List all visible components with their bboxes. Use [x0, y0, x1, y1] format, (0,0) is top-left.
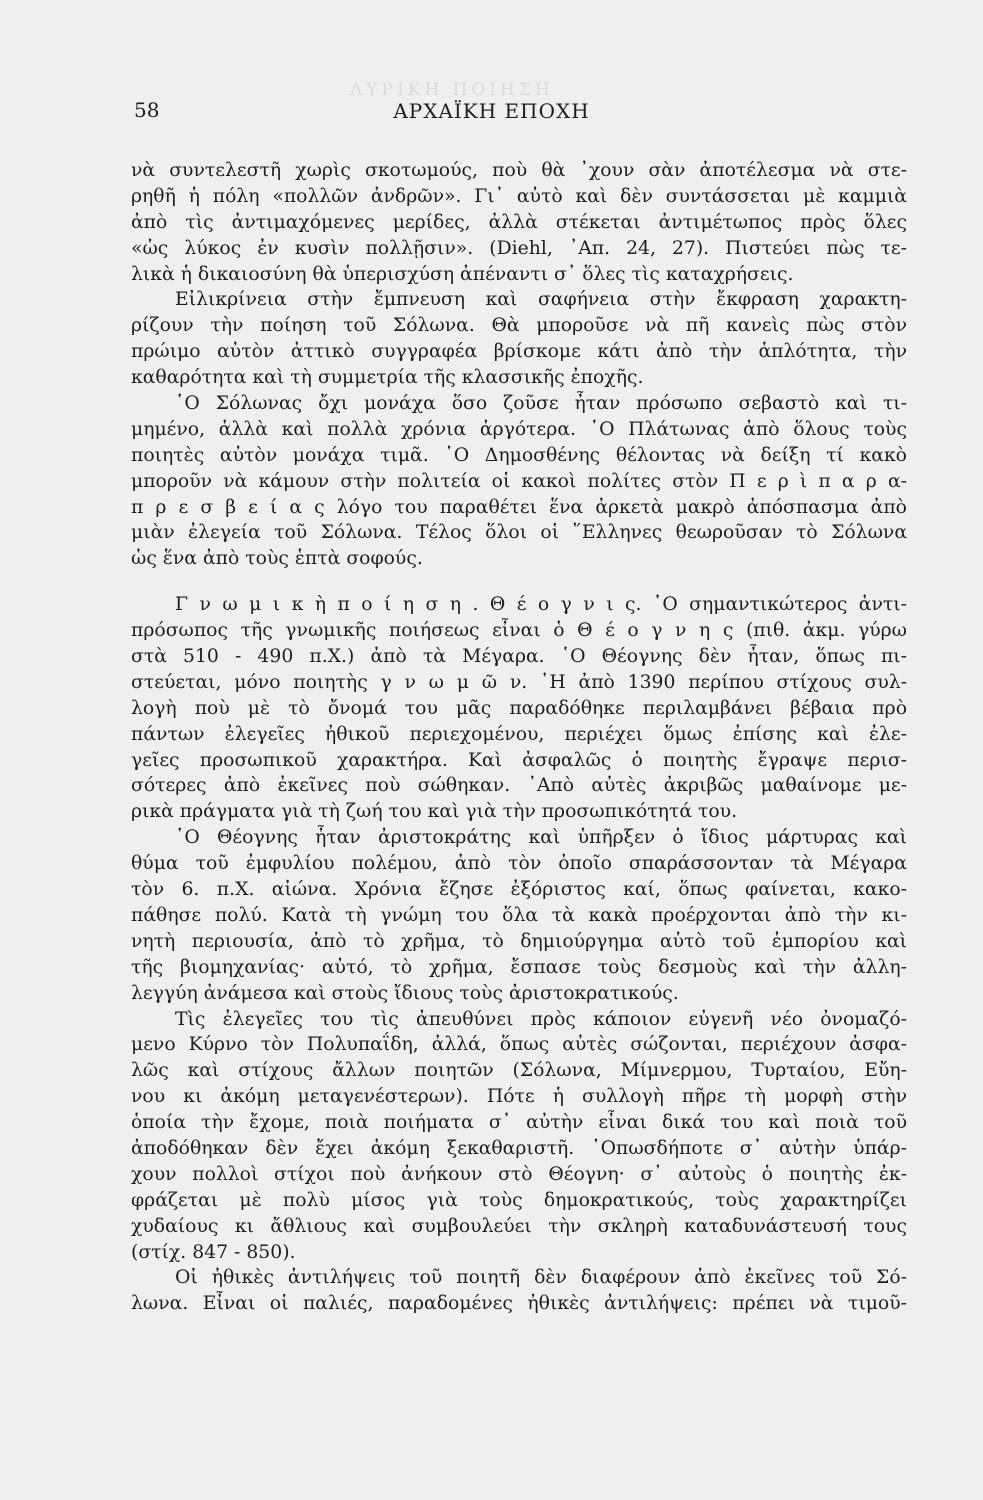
- text-line: ῾Ο Θέογνης ἦταν ἀριστοκράτης καὶ ὑπῆρξεν ὁ ἴδιος μάρτυρας καὶ: [175, 827, 907, 849]
- text-line: Εἰλικρίνεια στὴν ἔμπνευση καὶ σαφήνεια στὴν ἔκφραση χαρακτη-: [175, 289, 907, 311]
- text-line: Οἱ ἠθικὲς ἀντιλήψεις τοῦ ποιητῆ δὲν διαφέρουν ἀπὸ ἐκεῖνες τοῦ Σό-: [175, 1267, 907, 1289]
- text-line: πρόσωπος τῆς γνωμικῆς ποιήσεως εἶναι ὁ Θ έ ο γ ν η ς (πιθ. ἀκμ. γύρω: [131, 620, 907, 642]
- text-line: ρικὰ πράγματα γιὰ τὴ ζωή του καὶ γιὰ τὴν προσωπικότητά του.: [131, 801, 738, 823]
- bleed-through-title: ΛΥΡΙΚΗ ΠΟΙΗΣΗ: [350, 80, 554, 100]
- section-heading-line: Γ ν ω μ ι κ ὴ π ο ί η σ η . Θ έ ο γ ν ι ς. ῾Ο σημαντικώτερος ἀντι-: [175, 594, 907, 616]
- text-line: νητὴ περιουσία, ἀπὸ τὸ χρῆμα, τὸ δημιούργημα αὐτὸ τοῦ ἐμπορίου καὶ: [131, 930, 907, 952]
- text-line: ἀπὸ τὶς ἀντιμαχόμενες μερίδες, ἀλλὰ στέκεται ἀντιμέτωπος πρὸς ὅλες: [131, 211, 907, 233]
- text-line: λικὰ ἡ δικαιοσύνη θὰ ὑπερισχύση ἀπέναντι σ᾿ ὅλες τὶς καταχρήσεις.: [131, 263, 794, 285]
- text-line: ρηθῆ ἡ πόλη «πολλῶν ἀνδρῶν». Γι᾿ αὐτὸ καὶ δὲν συντάσσεται μὲ καμμιὰ: [131, 185, 907, 207]
- text-line: θύμα τοῦ ἐμφυλίου πολέμου, ἀπὸ τὸν ὁποῖο σπαράσσονταν τὰ Μέγαρα: [131, 853, 907, 875]
- text-line: λῶς καὶ στίχους ἄλλων ποιητῶν (Σόλωνα, Μίμνερμου, Τυρταίου, Εὔη-: [131, 1060, 907, 1082]
- text-line: μημένο, ἀλλὰ καὶ πολλὰ χρόνια ἀργότερα. ῾Ο Πλάτωνας ἀπὸ ὅλους τοὺς: [131, 418, 907, 440]
- text-line: νὰ συντελεστῆ χωρὶς σκοτωμούς, ποὺ θὰ ᾿χουν σὰν ἀποτέλεσμα νὰ στε-: [131, 160, 907, 181]
- page-number: 58: [134, 98, 160, 122]
- text-line: χουν πολλοὶ στίχοι ποὺ ἀνήκουν στὸ Θέογνη· σ᾿ αὐτοὺς ὁ ποιητὴς ἐκ-: [131, 1163, 907, 1185]
- text-line: π ρ ε σ β ε ί α ς λόγο του παραθέτει ἕνα ἀρκετὰ μακρὸ ἀπόσπασμα ἀπὸ: [131, 496, 907, 518]
- text-line: μιὰν ἐλεγεία τοῦ Σόλωνα. Τέλος ὅλοι οἱ ῞Ελληνες θεωροῦσαν τὸ Σόλωνα: [131, 522, 907, 544]
- text-line: λεγγύη ἀνάμεσα καὶ στοὺς ἴδιους τοὺς ἀριστοκρατικούς.: [131, 982, 679, 1004]
- text-line: ἀποδόθηκαν δὲν ἔχει ἀκόμη ξεκαθαριστῆ. ῾Οπωσδήποτε σ᾿ αὐτὴν ὑπάρ-: [131, 1137, 907, 1159]
- text-line: στεύεται, μόνο ποιητὴς γ ν ω μ ῶ ν. ῾Η ἀπὸ 1390 περίπου στίχους συλ-: [131, 671, 907, 693]
- text-line: λογὴ ποὺ μὲ τὸ ὄνομά του μᾶς παραδόθηκε περιλαμβάνει βέβαια πρὸ: [131, 697, 907, 719]
- text-line: ὁποία τὴν ἔχομε, ποιὰ ποιήματα σ᾿ αὐτὴν εἶναι δικά του καὶ ποιὰ τοῦ: [131, 1112, 907, 1134]
- body-text: [131, 158, 907, 1317]
- running-title: ΑΡΧΑΪΚΗ ΕΠΟΧΗ: [393, 99, 590, 123]
- text-line: πρώιμο αὐτὸν ἀττικὸ συγγραφέα βρίσκομε κάτι ἀπὸ τὴν ἁπλότητα, τὴν: [131, 341, 907, 363]
- text-line: μενο Κύρνο τὸν Πολυπαΐδη, ἀλλά, ὅπως αὐτὲς σώζονται, περιέχουν ἀσφα-: [131, 1034, 907, 1056]
- text-line: φράζεται μὲ πολὺ μίσος γιὰ τοὺς δημοκρατικούς, τοὺς χαρακτηρίζει: [131, 1189, 907, 1211]
- text-line: «ὡς λύκος ἐν κυσὶν πολλῇσιν». (Diehl, ᾿Απ. 24, 27). Πιστεύει πὼς τε-: [131, 237, 907, 259]
- text-line: τὸν 6. π.Χ. αἰώνα. Χρόνια ἔζησε ἐξόριστος καί, ὅπως φαίνεται, κακο-: [131, 879, 907, 901]
- text-line: νου κι ἀκόμη μεταγενέστερων). Πότε ἡ συλλογὴ πῆρε τὴ μορφὴ στὴν: [131, 1086, 907, 1108]
- text-line: λωνα. Εἶναι οἱ παλιές, παραδομένες ἠθικὲς ἀντιλήψεις: πρέπει νὰ τιμοῦ-: [131, 1293, 907, 1315]
- text-line: τῆς βιομηχανίας· αὐτό, τὸ χρῆμα, ἔσπασε τοὺς δεσμοὺς καὶ τὴν ἀλλη-: [131, 956, 907, 978]
- section-gap: [131, 572, 907, 592]
- text-line: καθαρότητα καὶ τὴ συμμετρία τῆς κλασσικῆς ἐποχῆς.: [131, 367, 644, 389]
- text-line: (στίχ. 847 - 850).: [131, 1241, 296, 1263]
- text-line: μποροῦν νὰ κάμουν στὴν πολιτεία οἱ κακοὶ πολίτες στὸν Π ε ρ ὶ π α ρ α-: [131, 470, 907, 492]
- text-line: Τὶς ἐλεγεῖες του τὶς ἀπευθύνει πρὸς κάποιον εὐγενῆ νέο ὀνομαζό-: [175, 1008, 907, 1030]
- text-line: ποιητὲς αὐτὸν μονάχα τιμᾶ. ῾Ο Δημοσθένης θέλοντας νὰ δείξη τί κακὸ: [131, 444, 907, 466]
- text-line: ῾Ο Σόλωνας ὄχι μονάχα ὅσο ζοῦσε ἦταν πρόσωπο σεβαστὸ καὶ τι-: [175, 393, 907, 415]
- text-line: πάντων ἐλεγεῖες ἠθικοῦ περιεχομένου, περιέχει ὅμως ἐπίσης καὶ ἐλε-: [131, 723, 907, 745]
- text-line: στὰ 510 - 490 π.Χ.) ἀπὸ τὰ Μέγαρα. ῾Ο Θέογνης δὲν ἦταν, ὅπως πι-: [131, 646, 907, 668]
- text-line: ὡς ἕνα ἀπὸ τοὺς ἑπτὰ σοφούς.: [131, 548, 423, 570]
- text-line: ρίζουν τὴν ποίηση τοῦ Σόλωνα. Θὰ μποροῦσε νὰ πῆ κανεὶς πὼς στὸν: [131, 315, 907, 337]
- text-line: σότερες ἀπὸ ἐκεῖνες ποὺ σώθηκαν. ᾿Απὸ αὐτὲς ἀκριβῶς μαθαίνομε με-: [131, 775, 907, 797]
- text-line: γεῖες προσωπικοῦ χαρακτήρα. Καὶ ἀσφαλῶς ὁ ποιητὴς ἔγραψε περισ-: [131, 749, 907, 771]
- text-line: πάθησε πολύ. Κατὰ τὴ γνώμη του ὅλα τὰ κακὰ προέρχονται ἀπὸ τὴν κι-: [131, 904, 907, 926]
- text-line: χυδαίους κι ἄθλιους καὶ συμβουλεύει τὴν σκληρὴ καταδυνάστευσή τους: [131, 1215, 907, 1237]
